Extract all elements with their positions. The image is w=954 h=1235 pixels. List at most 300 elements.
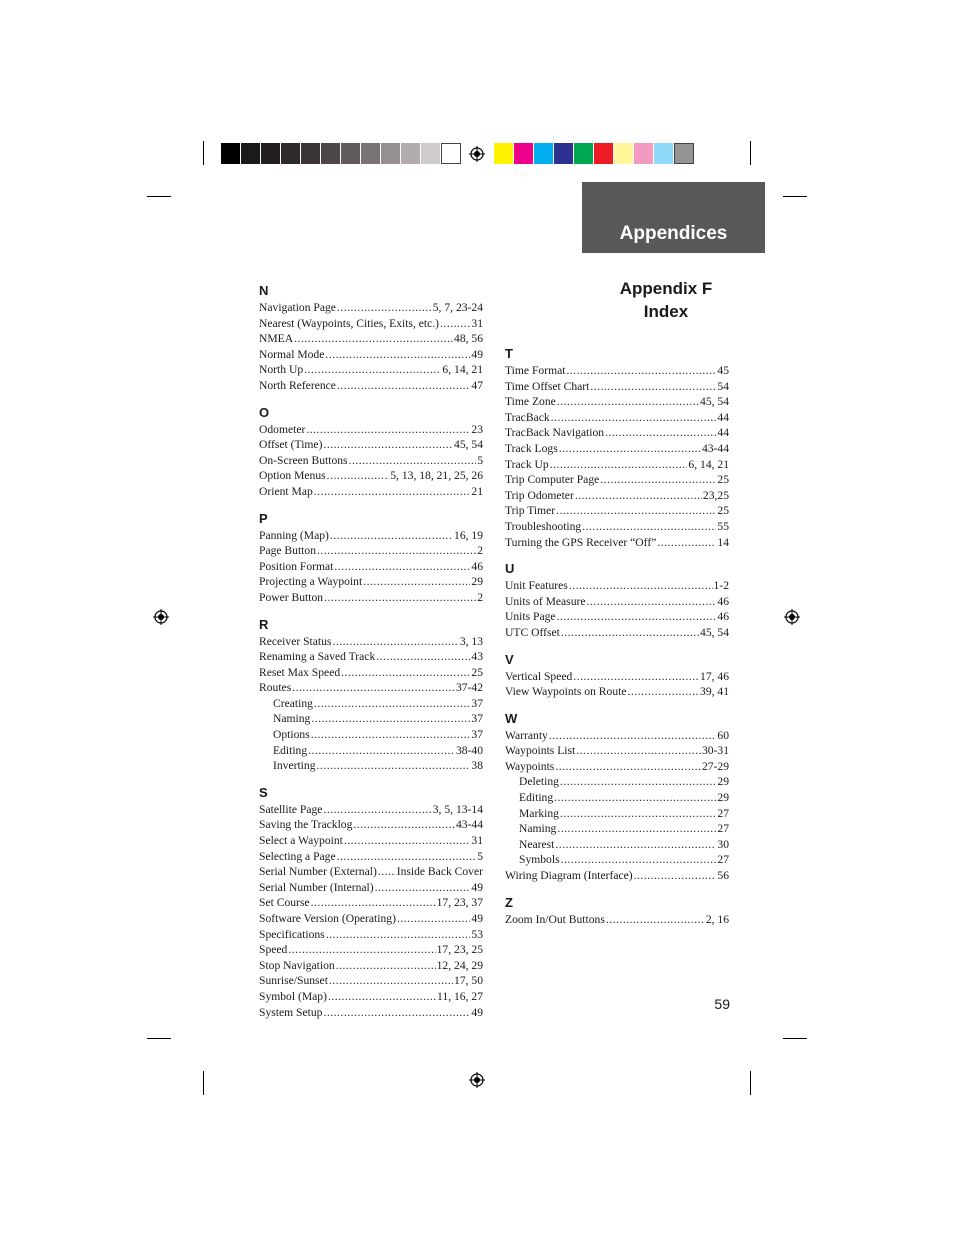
dot-leader (606, 912, 705, 928)
color-swatch (441, 143, 461, 164)
index-letter-heading: V (505, 651, 514, 667)
index-page-refs: 17, 23, 25 (436, 943, 483, 957)
dot-leader (344, 833, 471, 849)
dot-leader (557, 394, 699, 410)
index-entry (505, 669, 729, 685)
index-term: Units Page (505, 610, 556, 624)
index-entry (259, 880, 483, 896)
index-entry (505, 488, 729, 504)
dot-leader (326, 927, 471, 943)
crop-mark (147, 1038, 171, 1039)
index-entry (259, 484, 483, 500)
index-term: Saving the Tracklog (259, 818, 353, 832)
index-letter-heading: O (259, 404, 270, 420)
index-term: UTC Offset (505, 625, 560, 639)
index-subentry (259, 696, 483, 712)
index-entry (505, 519, 729, 535)
index-term: Normal Mode (259, 347, 325, 361)
index-page-refs: 46 (471, 559, 483, 573)
index-page-refs: 3, 13 (459, 634, 483, 648)
index-letter-heading: U (505, 561, 515, 577)
dot-leader (341, 665, 470, 681)
dot-leader (566, 363, 716, 379)
index-term: Offset (Time) (259, 438, 323, 452)
index-page-refs: Inside Back Cover (396, 865, 483, 879)
index-term: Nearest (519, 837, 555, 851)
index-term: Waypoints List (505, 744, 576, 758)
dot-leader (576, 743, 701, 759)
color-swatch (534, 143, 554, 164)
index-term: Options (273, 728, 310, 742)
dot-leader (294, 331, 453, 347)
index-term: Vertical Speed (505, 669, 573, 683)
index-page-refs: 5 (477, 453, 483, 467)
dot-leader (378, 864, 396, 880)
index-page-refs: 17, 46 (700, 669, 729, 683)
index-section-n (259, 283, 483, 394)
index-page-refs: 47 (471, 378, 483, 392)
index-entry (259, 316, 483, 332)
dot-leader (325, 347, 470, 363)
index-entry (505, 743, 729, 759)
color-swatch (341, 143, 361, 164)
index-section-w (505, 711, 729, 884)
dot-leader (559, 441, 701, 457)
index-page-refs: 49 (471, 880, 483, 894)
index-page-refs: 44 (717, 410, 729, 424)
color-swatch (654, 143, 674, 164)
registration-mark-icon (784, 609, 800, 625)
index-term: Serial Number (Internal) (259, 880, 374, 894)
index-page-refs: 37-42 (455, 681, 483, 695)
index-term: Position Format (259, 559, 334, 573)
index-term: Power Button (259, 590, 324, 604)
index-entry (259, 543, 483, 559)
dot-leader (337, 378, 470, 394)
dot-leader (314, 484, 471, 500)
dot-leader (308, 743, 455, 759)
index-subentry (259, 711, 483, 727)
index-page-refs: 25 (717, 473, 729, 487)
color-swatch (381, 143, 401, 164)
index-entry (259, 590, 483, 606)
index-term: Option Menus (259, 469, 326, 483)
registration-mark-icon (469, 146, 485, 162)
index-page-refs: 25 (717, 504, 729, 518)
dot-leader (554, 790, 716, 806)
index-term: TracBack Navigation (505, 426, 605, 440)
index-page-refs: 5, 13, 18, 21, 25, 26 (390, 469, 483, 483)
index-page-refs: 17, 50 (454, 974, 483, 988)
dot-leader (337, 300, 432, 316)
crop-mark (203, 141, 204, 165)
index-entry (505, 912, 729, 928)
index-entry (259, 989, 483, 1005)
index-entry (505, 578, 729, 594)
dot-leader (334, 559, 470, 575)
index-term: Satellite Page (259, 802, 323, 816)
index-entry (259, 911, 483, 927)
index-term: Speed (259, 943, 288, 957)
index-subentry (505, 790, 729, 806)
index-subentry (259, 743, 483, 759)
index-entry (259, 833, 483, 849)
index-page-refs: 23,25 (702, 488, 729, 502)
index-term: Naming (273, 712, 311, 726)
color-swatch (574, 143, 594, 164)
index-subentry (505, 821, 729, 837)
index-entry (505, 594, 729, 610)
index-entry (259, 634, 483, 650)
index-term: Specifications (259, 927, 325, 941)
dot-leader (561, 852, 717, 868)
color-swatch (514, 143, 534, 164)
index-entry (259, 1005, 483, 1021)
color-swatch (241, 143, 261, 164)
index-entry (259, 927, 483, 943)
index-letter-heading: N (259, 283, 269, 298)
dot-leader (304, 362, 441, 378)
dot-leader (573, 669, 699, 685)
index-page-refs: 27 (717, 853, 729, 867)
index-term: Selecting a Page (259, 849, 336, 863)
index-page-refs: 45 (717, 364, 729, 377)
index-entry (259, 849, 483, 865)
color-swatch (674, 143, 694, 164)
index-letter-heading: W (505, 710, 518, 726)
index-entry (259, 973, 483, 989)
index-page-refs: 38 (471, 759, 483, 773)
index-page-refs: 56 (717, 869, 729, 883)
index-term: Odometer (259, 422, 306, 436)
index-term: Navigation Page (259, 301, 336, 314)
dot-leader (590, 379, 716, 395)
dot-leader (327, 468, 390, 484)
dot-leader (332, 634, 458, 650)
index-entry (259, 649, 483, 665)
index-term: Editing (273, 743, 308, 757)
dot-leader (353, 817, 455, 833)
dot-leader (317, 543, 476, 559)
color-swatch (361, 143, 381, 164)
index-entry (259, 347, 483, 363)
index-entry (505, 625, 729, 641)
index-section-v (505, 652, 729, 700)
index-page-refs: 2 (477, 544, 483, 558)
dot-leader (561, 625, 699, 641)
index-term: Software Version (Operating) (259, 912, 396, 925)
dot-leader (549, 728, 717, 744)
dot-leader (550, 457, 688, 473)
index-term: Renaming a Saved Track (259, 650, 376, 664)
index-subentry (259, 727, 483, 743)
index-term: North Up (259, 363, 304, 377)
index-term: Wiring Diagram (Interface) (505, 869, 633, 883)
index-term: Creating (273, 696, 313, 710)
dot-leader (349, 453, 477, 469)
index-entry (505, 503, 729, 519)
index-page-refs: 49 (471, 912, 483, 925)
index-page-refs: 17, 23, 37 (436, 896, 483, 910)
index-entry (505, 609, 729, 625)
index-entry (505, 728, 729, 744)
index-entry (259, 574, 483, 590)
index-letter-heading: S (259, 784, 268, 800)
index-page-refs: 30 (717, 837, 729, 851)
index-page-refs: 55 (717, 519, 729, 533)
index-entry (505, 868, 729, 884)
index-page-refs: 2, 16 (705, 912, 729, 926)
index-term: Symbols (519, 853, 560, 867)
index-term: Marking (519, 806, 559, 820)
index-letter-heading: P (259, 510, 268, 526)
registration-mark-icon (153, 609, 169, 625)
index-term: TracBack (505, 410, 550, 424)
index-page-refs: 43-44 (455, 818, 483, 832)
page-title-line2: Index (643, 302, 689, 321)
color-swatch (261, 143, 281, 164)
index-entry (505, 457, 729, 473)
index-entry (505, 410, 729, 426)
index-column-right (505, 346, 729, 927)
index-term: NMEA (259, 332, 294, 346)
index-page-refs: 27 (717, 822, 729, 836)
index-entry (505, 684, 729, 700)
color-swatch (594, 143, 614, 164)
index-term: Units of Measure (505, 594, 586, 608)
index-subentry (505, 774, 729, 790)
index-page-refs: 30-31 (701, 744, 729, 758)
index-entry (505, 425, 729, 441)
index-term: Symbol (Map) (259, 989, 327, 1003)
dot-leader (634, 868, 717, 884)
index-section-r (259, 617, 483, 774)
index-term: Projecting a Waypoint (259, 575, 363, 589)
index-page-refs: 31 (471, 834, 483, 848)
dot-leader (314, 696, 470, 712)
index-page-refs: 45, 54 (700, 625, 729, 639)
index-page-refs: 43 (471, 650, 483, 664)
dot-leader (560, 774, 716, 790)
dot-leader (551, 410, 717, 426)
index-subentry (505, 852, 729, 868)
index-entry (259, 422, 483, 438)
dot-leader (363, 574, 470, 590)
index-entry (505, 759, 729, 775)
index-entry (259, 559, 483, 575)
index-page-refs: 49 (471, 347, 483, 361)
index-term: Time Zone (505, 395, 556, 409)
index-term: Waypoints (505, 759, 555, 773)
dot-leader (323, 1005, 470, 1021)
index-entry (259, 362, 483, 378)
index-page-refs: 46 (717, 594, 729, 608)
index-page-refs: 38-40 (455, 743, 483, 757)
index-entry (259, 864, 483, 880)
registration-mark-icon (469, 1072, 485, 1088)
grayscale-calibration-bar (221, 143, 461, 164)
index-letter-heading: Z (505, 894, 513, 910)
index-entry (259, 378, 483, 394)
index-term: Deleting (519, 775, 559, 789)
index-page-refs: 49 (471, 1005, 483, 1019)
index-page-refs: 12, 24, 29 (436, 958, 483, 972)
index-entry (259, 437, 483, 453)
dot-leader (556, 503, 716, 519)
index-term: Serial Number (External) (259, 865, 377, 879)
index-term: Panning (Map) (259, 528, 329, 542)
index-subentry (505, 806, 729, 822)
index-section-s (259, 785, 483, 1020)
index-subentry (259, 758, 483, 774)
dot-leader (323, 802, 431, 818)
color-swatch (401, 143, 421, 164)
dot-leader (657, 535, 716, 551)
index-page-refs: 3, 5, 13-14 (432, 802, 483, 816)
crop-mark (750, 141, 751, 165)
dot-leader (569, 578, 713, 594)
color-swatch (321, 143, 341, 164)
index-term: Trip Odometer (505, 488, 574, 502)
index-page-refs: 2 (477, 590, 483, 604)
dot-leader (311, 727, 471, 743)
dot-leader (292, 680, 455, 696)
dot-leader (575, 488, 702, 504)
index-term: On-Screen Buttons (259, 453, 348, 467)
crop-mark (783, 1038, 807, 1039)
index-page-refs: 16, 19 (454, 528, 483, 542)
index-entry (505, 379, 729, 395)
index-page-refs: 29 (471, 575, 483, 589)
index-section-z (505, 895, 729, 928)
dot-leader (600, 472, 716, 488)
index-page-refs: 46 (717, 610, 729, 624)
index-page-refs: 6, 14, 21 (688, 457, 729, 471)
crop-mark (147, 196, 171, 197)
dot-leader (336, 958, 436, 974)
dot-leader (311, 895, 436, 911)
index-page-refs: 48, 56 (454, 332, 483, 346)
index-page-refs: 5, 7, 23-24 (432, 301, 483, 314)
index-entry (259, 802, 483, 818)
index-term: Time Format (505, 364, 566, 377)
color-swatch (281, 143, 301, 164)
index-page-refs: 53 (471, 927, 483, 941)
index-term: Zoom In/Out Buttons (505, 912, 605, 926)
dot-leader (557, 609, 717, 625)
index-letter-heading: T (505, 346, 513, 361)
index-page-refs: 43-44 (701, 441, 729, 455)
color-swatch (301, 143, 321, 164)
index-entry (505, 441, 729, 457)
dot-leader (337, 849, 477, 865)
section-tab (582, 182, 765, 253)
index-entry (505, 394, 729, 410)
index-entry (259, 468, 483, 484)
index-entry (505, 472, 729, 488)
dot-leader (560, 806, 716, 822)
index-entry (505, 363, 729, 379)
index-term: Naming (519, 822, 557, 836)
index-term: Orient Map (259, 484, 313, 498)
dot-leader (605, 425, 716, 441)
dot-leader (288, 942, 435, 958)
dot-leader (397, 911, 470, 927)
index-term: Trip Computer Page (505, 473, 600, 487)
index-term: Reset Max Speed (259, 665, 341, 679)
index-column-left (259, 283, 483, 1020)
crop-mark (750, 1071, 751, 1095)
index-term: Sunrise/Sunset (259, 974, 328, 988)
index-term: North Reference (259, 378, 336, 392)
index-term: Page Button (259, 544, 317, 558)
index-term: Select a Waypoint (259, 834, 343, 848)
index-page-refs: 6, 14, 21 (442, 363, 483, 377)
dot-leader (628, 684, 700, 700)
index-entry (259, 958, 483, 974)
index-page-refs: 14 (717, 535, 729, 549)
index-page-refs: 21 (471, 484, 483, 498)
index-letter-heading: R (259, 616, 269, 632)
index-term: Stop Navigation (259, 958, 335, 972)
crop-mark (203, 1071, 204, 1095)
crop-mark (783, 196, 807, 197)
index-page-refs: 29 (717, 775, 729, 789)
index-term: Warranty (505, 728, 548, 742)
dot-leader (555, 759, 701, 775)
dot-leader (440, 316, 470, 332)
dot-leader (324, 590, 476, 606)
dot-leader (555, 837, 716, 853)
index-section-p (259, 511, 483, 606)
index-page-refs: 39, 41 (700, 685, 729, 699)
dot-leader (317, 758, 471, 774)
color-swatch (494, 143, 514, 164)
index-page-refs: 11, 16, 27 (437, 989, 483, 1003)
index-page-refs: 54 (717, 379, 729, 393)
index-entry (259, 528, 483, 544)
index-page-refs: 23 (471, 422, 483, 436)
index-term: Troubleshooting (505, 519, 582, 533)
index-page-refs: 37 (471, 696, 483, 710)
dot-leader (328, 989, 436, 1005)
page-title (582, 277, 750, 323)
color-swatch (634, 143, 654, 164)
index-term: Routes (259, 681, 292, 695)
index-entry (259, 331, 483, 347)
color-calibration-bar (494, 143, 694, 164)
index-page-refs: 45, 54 (454, 438, 483, 452)
index-page-refs: 60 (717, 728, 729, 742)
index-term: Track Logs (505, 441, 558, 455)
dot-leader (329, 973, 453, 989)
dot-leader (375, 880, 471, 896)
color-swatch (421, 143, 441, 164)
index-section-t (505, 346, 729, 550)
index-page-refs: 29 (717, 791, 729, 805)
page-number: 59 (714, 996, 730, 1012)
dot-leader (311, 711, 470, 727)
dot-leader (330, 528, 453, 544)
dot-leader (587, 594, 717, 610)
index-page-refs: 45, 54 (700, 395, 729, 409)
index-term: View Waypoints on Route (505, 685, 627, 699)
color-swatch (614, 143, 634, 164)
index-entry (259, 942, 483, 958)
index-page-refs: 5 (477, 849, 483, 863)
index-term: Turning the GPS Receiver “Off” (505, 535, 657, 549)
dot-leader (582, 519, 716, 535)
